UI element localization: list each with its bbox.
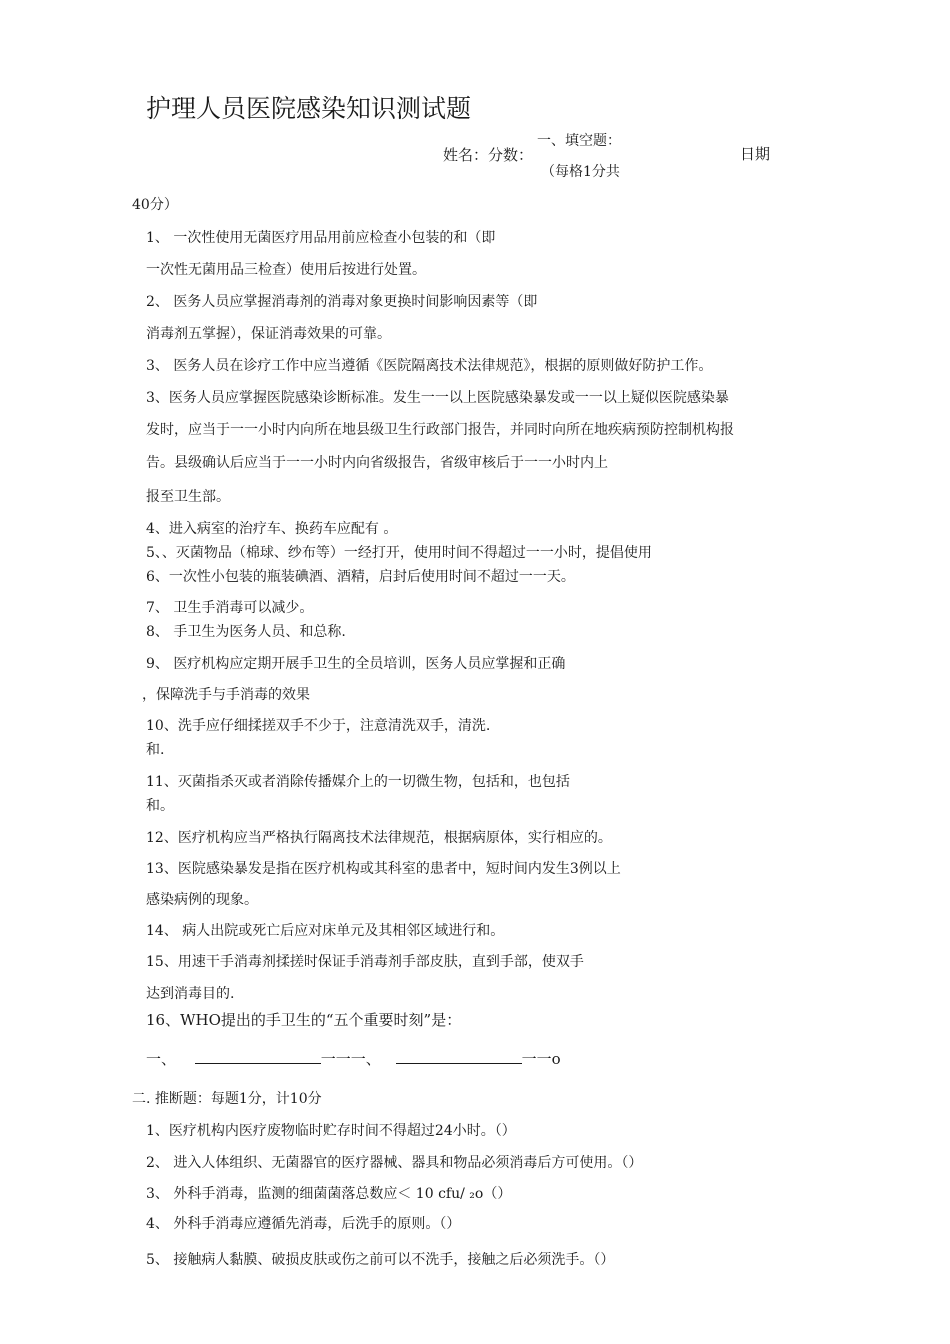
q14-line: 14、 病人出院或死亡后应对床单元及其相邻区域进行和。 — [146, 923, 505, 939]
who-prefix: 一、 — [146, 1050, 177, 1068]
tf-q3-line: 3、 外科手消毒，监测的细菌菌落总数应＜ 10 cfu/ ₂o（） — [146, 1186, 512, 1202]
section1-note: （每格1分共 — [541, 164, 620, 180]
q16-line: 16、WHO提出的手卫生的“五个重要时刻”是： — [146, 1011, 462, 1029]
q6-line: 6、一次性小包装的瓶装碘酒、酒精，启封后使用时间不超过一一天。 — [146, 569, 575, 585]
q13-line-cont: 感染病例的现象。 — [146, 892, 258, 908]
q3b-line-cont1: 发时，应当于一一小时内向所在地县级卫生行政部门报告，并同时向所在地疾病预防控制机构报 — [146, 422, 734, 438]
q3b-line: 3、医务人员应掌握医院感染诊断标准。发生一一以上医院感染暴发或一一以上疑似医院感染暴 — [146, 390, 729, 406]
q11-line: 11、灭菌指杀灭或者消除传播媒介上的一切微生物，包括和，也包括 — [146, 774, 570, 790]
q3b-line-cont3: 报至卫生部。 — [146, 489, 230, 505]
q13-line: 13、医院感染暴发是指在医疗机构或其科室的患者中，短时间内发生3例以上 — [146, 861, 621, 877]
who-blank-line — [146, 1050, 561, 1068]
answer-blank — [396, 1051, 522, 1064]
q1-line-cont: 一次性无菌用品三检查）使用后按进行处置。 — [146, 262, 426, 278]
q4-line: 4、进入病室的治疗车、换药车应配有 。 — [146, 521, 398, 537]
answer-blank — [195, 1051, 321, 1064]
q8-line: 8、 手卫生为医务人员、和总称. — [146, 624, 346, 640]
q5-line: 5、、灭菌物品（棉球、纱布等）一经打开，使用时间不得超过一一小时，提倡使用 — [146, 545, 652, 561]
name-score-label: 姓名：分数： — [443, 146, 534, 164]
q1-line: 1、 一次性使用无菌医疗用品用前应检查小包装的和（即 — [146, 230, 496, 246]
q9-line-cont: ，保障洗手与手消毒的效果 — [142, 687, 310, 703]
tf-q2-line: 2、 进入人体组织、无菌器官的医疗器械、器具和物品必须消毒后方可使用。（） — [146, 1155, 643, 1171]
section2-heading: 二. 推断题：每题1分，计10分 — [132, 1091, 322, 1107]
q9-line: 9、 医疗机构应定期开展手卫生的全员培训，医务人员应掌握和正确 — [146, 656, 566, 672]
who-end: 一一o — [521, 1050, 561, 1068]
section1-note-cont: 40分） — [132, 197, 178, 213]
who-mid: 一一一、 — [320, 1050, 381, 1068]
q15-line: 15、用速干手消毒剂揉搓时保证手消毒剂手部皮肤，直到手部，使双手 — [146, 954, 584, 970]
q2-line-cont: 消毒剂五掌握），保证消毒效果的可靠。 — [146, 326, 391, 342]
page-title: 护理人员医院感染知识测试题 — [146, 94, 472, 123]
tf-q5-line: 5、 接触病人黏膜、破损皮肤或伤之前可以不洗手，接触之后必须洗手。（） — [146, 1252, 615, 1268]
date-label: 日期 — [740, 145, 771, 163]
tf-q1-line: 1、医疗机构内医疗废物临时贮存时间不得超过24小时。（） — [146, 1123, 516, 1139]
tf-q4-line: 4、 外科手消毒应遵循先消毒，后洗手的原则。（） — [146, 1216, 461, 1232]
q15-line-cont: 达到消毒目的. — [146, 986, 235, 1002]
q11-line-cont: 和。 — [146, 798, 174, 814]
q2-line: 2、 医务人员应掌握消毒剂的消毒对象更换时间影响因素等（即 — [146, 294, 538, 310]
q3b-line-cont2: 告。县级确认后应当于一一小时内向省级报告，省级审核后于一一小时内上 — [146, 455, 608, 471]
q12-line: 12、医疗机构应当严格执行隔离技术法律规范，根据病原体，实行相应的。 — [146, 830, 612, 846]
q3-line: 3、 医务人员在诊疗工作中应当遵循《医院隔离技术法律规范》，根据的原则做好防护工作。 — [146, 358, 713, 374]
q7-line: 7、 卫生手消毒可以减少。 — [146, 600, 314, 616]
q10-line-cont: 和. — [146, 742, 165, 758]
q10-line: 10、洗手应仔细揉搓双手不少于，注意清洗双手，清洗. — [146, 718, 491, 734]
section1-heading: 一、填空题： — [537, 133, 621, 149]
